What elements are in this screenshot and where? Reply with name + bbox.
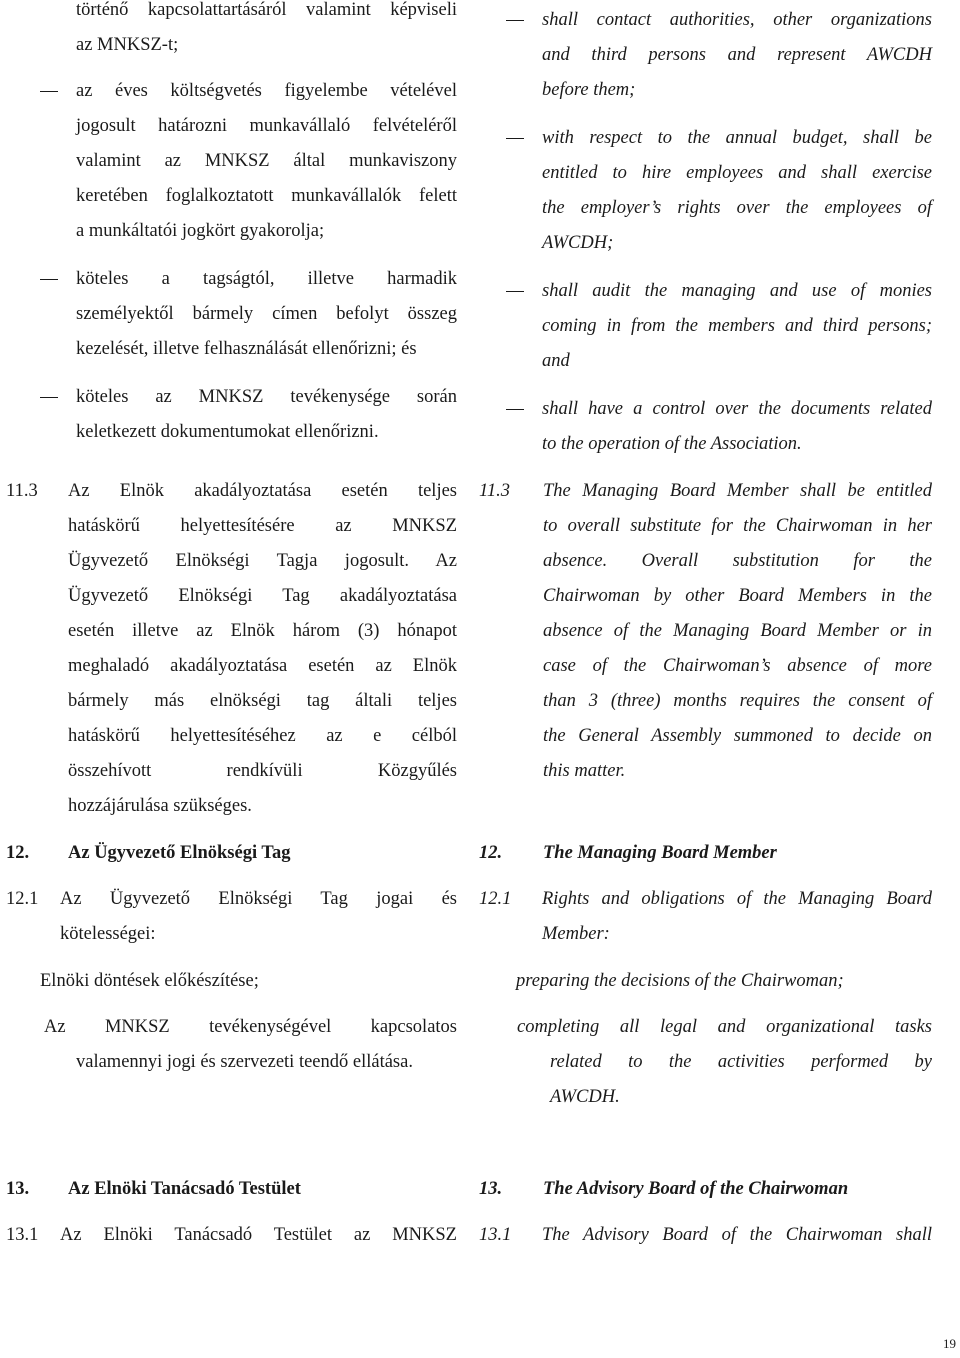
text-line: Member: — [542, 924, 610, 944]
text-line: absence. Overall substitution for the — [543, 551, 932, 571]
text-line: case of the Chairwoman’s absence of more — [543, 656, 932, 676]
text-line: with respect to the annual budget, shall be — [542, 128, 932, 148]
text-line: shall contact authorities, other organizations — [542, 10, 932, 30]
dash-bullet — [40, 91, 58, 92]
bullet-item — [542, 274, 932, 379]
text-line: Az Elnök akadályoztatása esetén teljes — [68, 481, 457, 501]
text-line: az MNKSZ-t; — [76, 35, 179, 55]
text-line: bármely más elnökségi tag általi teljes — [68, 691, 457, 711]
text-line: the General Assembly summoned to decide on — [543, 726, 932, 746]
section-number: 12.1 — [6, 889, 39, 909]
text-line: The Managing Board Member shall be entitled — [543, 481, 932, 501]
section-number: 13. — [479, 1179, 503, 1199]
section-number: 13.1 — [479, 1225, 512, 1245]
text-line: related to the activities performed by — [550, 1052, 932, 1072]
text-line: keletkezett dokumentumokat ellenőrizni. — [76, 422, 379, 442]
section-11-3-text — [68, 474, 457, 824]
section-13-1-text — [542, 1218, 932, 1253]
section-12-1-text — [60, 882, 457, 952]
text-line: and — [542, 351, 570, 371]
bullet-item — [76, 262, 457, 367]
dash-bullet — [506, 409, 524, 410]
text-line: meghaladó akadályoztatása esetén az Elnök — [68, 656, 457, 676]
text-line: az éves költségvetés figyelembe vételével — [76, 81, 457, 101]
text-line: AWCDH. — [550, 1087, 620, 1107]
bullet-item — [76, 380, 457, 450]
text-line: esetén illetve az Elnök három (3) hónapot — [68, 621, 457, 641]
text-line: hatáskörű helyettesítéséhez az e célból — [68, 726, 457, 746]
text-line: hozzájárulása szükséges. — [68, 796, 252, 816]
dash-bullet — [40, 397, 58, 398]
section-number: 11.3 — [479, 481, 511, 501]
section-heading: The Advisory Board of the Chairwoman — [543, 1179, 849, 1199]
text-line: to the operation of the Association. — [542, 434, 802, 454]
text-line: than 3 (three) months requires the consent of — [543, 691, 932, 711]
text-line: before them; — [542, 80, 636, 100]
text-line: Elnöki döntések előkészítése; — [40, 971, 259, 991]
dash-bullet — [506, 138, 524, 139]
bullet-item — [542, 121, 932, 261]
list-item — [517, 1010, 932, 1115]
text-line: köteles az MNKSZ tevékenysége során — [76, 387, 457, 407]
section-heading: The Managing Board Member — [543, 843, 777, 863]
bullet-item — [542, 392, 932, 462]
dash-bullet — [506, 291, 524, 292]
text-line: személyektől bármely címen befolyt összeg — [76, 304, 457, 324]
text-line: preparing the decisions of the Chairwoman; — [516, 971, 844, 991]
text-line: Chairwoman by other Board Members in the — [543, 586, 932, 606]
text-line: the employer’s rights over the employees of — [542, 198, 932, 218]
text-line: a munkáltatói jogkört gyakorolja; — [76, 221, 325, 241]
text-line: Ügyvezető Elnökségi Tag akadályoztatása — [68, 586, 457, 606]
section-number: 11.3 — [6, 481, 38, 501]
page-number: 19 — [943, 1336, 956, 1351]
text-line: történő kapcsolattartásáról valamint képviseli — [76, 0, 457, 20]
dash-bullet — [506, 20, 524, 21]
text-line: valamint az MNKSZ által munkaviszony — [76, 151, 457, 171]
text-line: coming in from the members and third persons; — [542, 316, 932, 336]
section-12-1-text — [542, 882, 932, 952]
text-line: valamennyi jogi és szervezeti teendő ellátása. — [76, 1052, 413, 1072]
text-line: Az Ügyvezető Elnökségi Tag jogai és — [60, 889, 457, 909]
text-line: hatáskörű helyettesítésére az MNKSZ — [68, 516, 457, 536]
text-line: shall have a control over the documents related — [542, 399, 932, 419]
list-item — [516, 964, 932, 999]
section-11-3-text — [543, 474, 932, 789]
text-line: keretében foglalkoztatott munkavállalók felett — [76, 186, 457, 206]
section-number: 12. — [6, 843, 30, 863]
section-heading: Az Elnöki Tanácsadó Testület — [68, 1179, 301, 1199]
section-number: 13. — [6, 1179, 30, 1199]
text-line: Az Elnöki Tanácsadó Testület az MNKSZ — [60, 1225, 457, 1245]
section-number: 13.1 — [6, 1225, 39, 1245]
text-line: Rights and obligations of the Managing Board — [542, 889, 932, 909]
text-line: AWCDH; — [542, 233, 614, 253]
bullet-item — [76, 74, 457, 249]
text-line: Az MNKSZ tevékenységével kapcsolatos — [44, 1017, 457, 1037]
text-line: összehívott rendkívüli Közgyűlés — [68, 761, 457, 781]
text-line: kezelését, illetve felhasználását ellenőrizni; és — [76, 339, 417, 359]
text-line: entitled to hire employees and shall exercise — [542, 163, 932, 183]
section-heading: Az Ügyvezető Elnökségi Tag — [68, 843, 291, 863]
section-number: 12. — [479, 843, 503, 863]
text-line: jogosult határozni munkavállaló felvételéről — [76, 116, 457, 136]
text-line: shall audit the managing and use of monies — [542, 281, 932, 301]
dash-bullet — [40, 279, 58, 280]
text-line: absence of the Managing Board Member or in — [543, 621, 932, 641]
text-line: köteles a tagságtól, illetve harmadik — [76, 269, 457, 289]
text-line: to overall substitute for the Chairwoman in her — [543, 516, 932, 536]
section-13-1-text — [60, 1218, 457, 1253]
text-line: The Advisory Board of the Chairwoman shall — [542, 1225, 932, 1245]
bullet-item — [542, 3, 932, 108]
text-line: this matter. — [543, 761, 626, 781]
section-number: 12.1 — [479, 889, 512, 909]
text-line: completing all legal and organizational tasks — [517, 1017, 932, 1037]
list-item — [44, 1010, 457, 1080]
text-line: Ügyvezető Elnökségi Tagja jogosult. Az — [68, 551, 457, 571]
intro-paragraph — [76, 0, 457, 63]
text-line: and third persons and represent AWCDH — [542, 45, 932, 65]
text-line: kötelességei: — [60, 924, 156, 944]
list-item — [40, 964, 457, 999]
